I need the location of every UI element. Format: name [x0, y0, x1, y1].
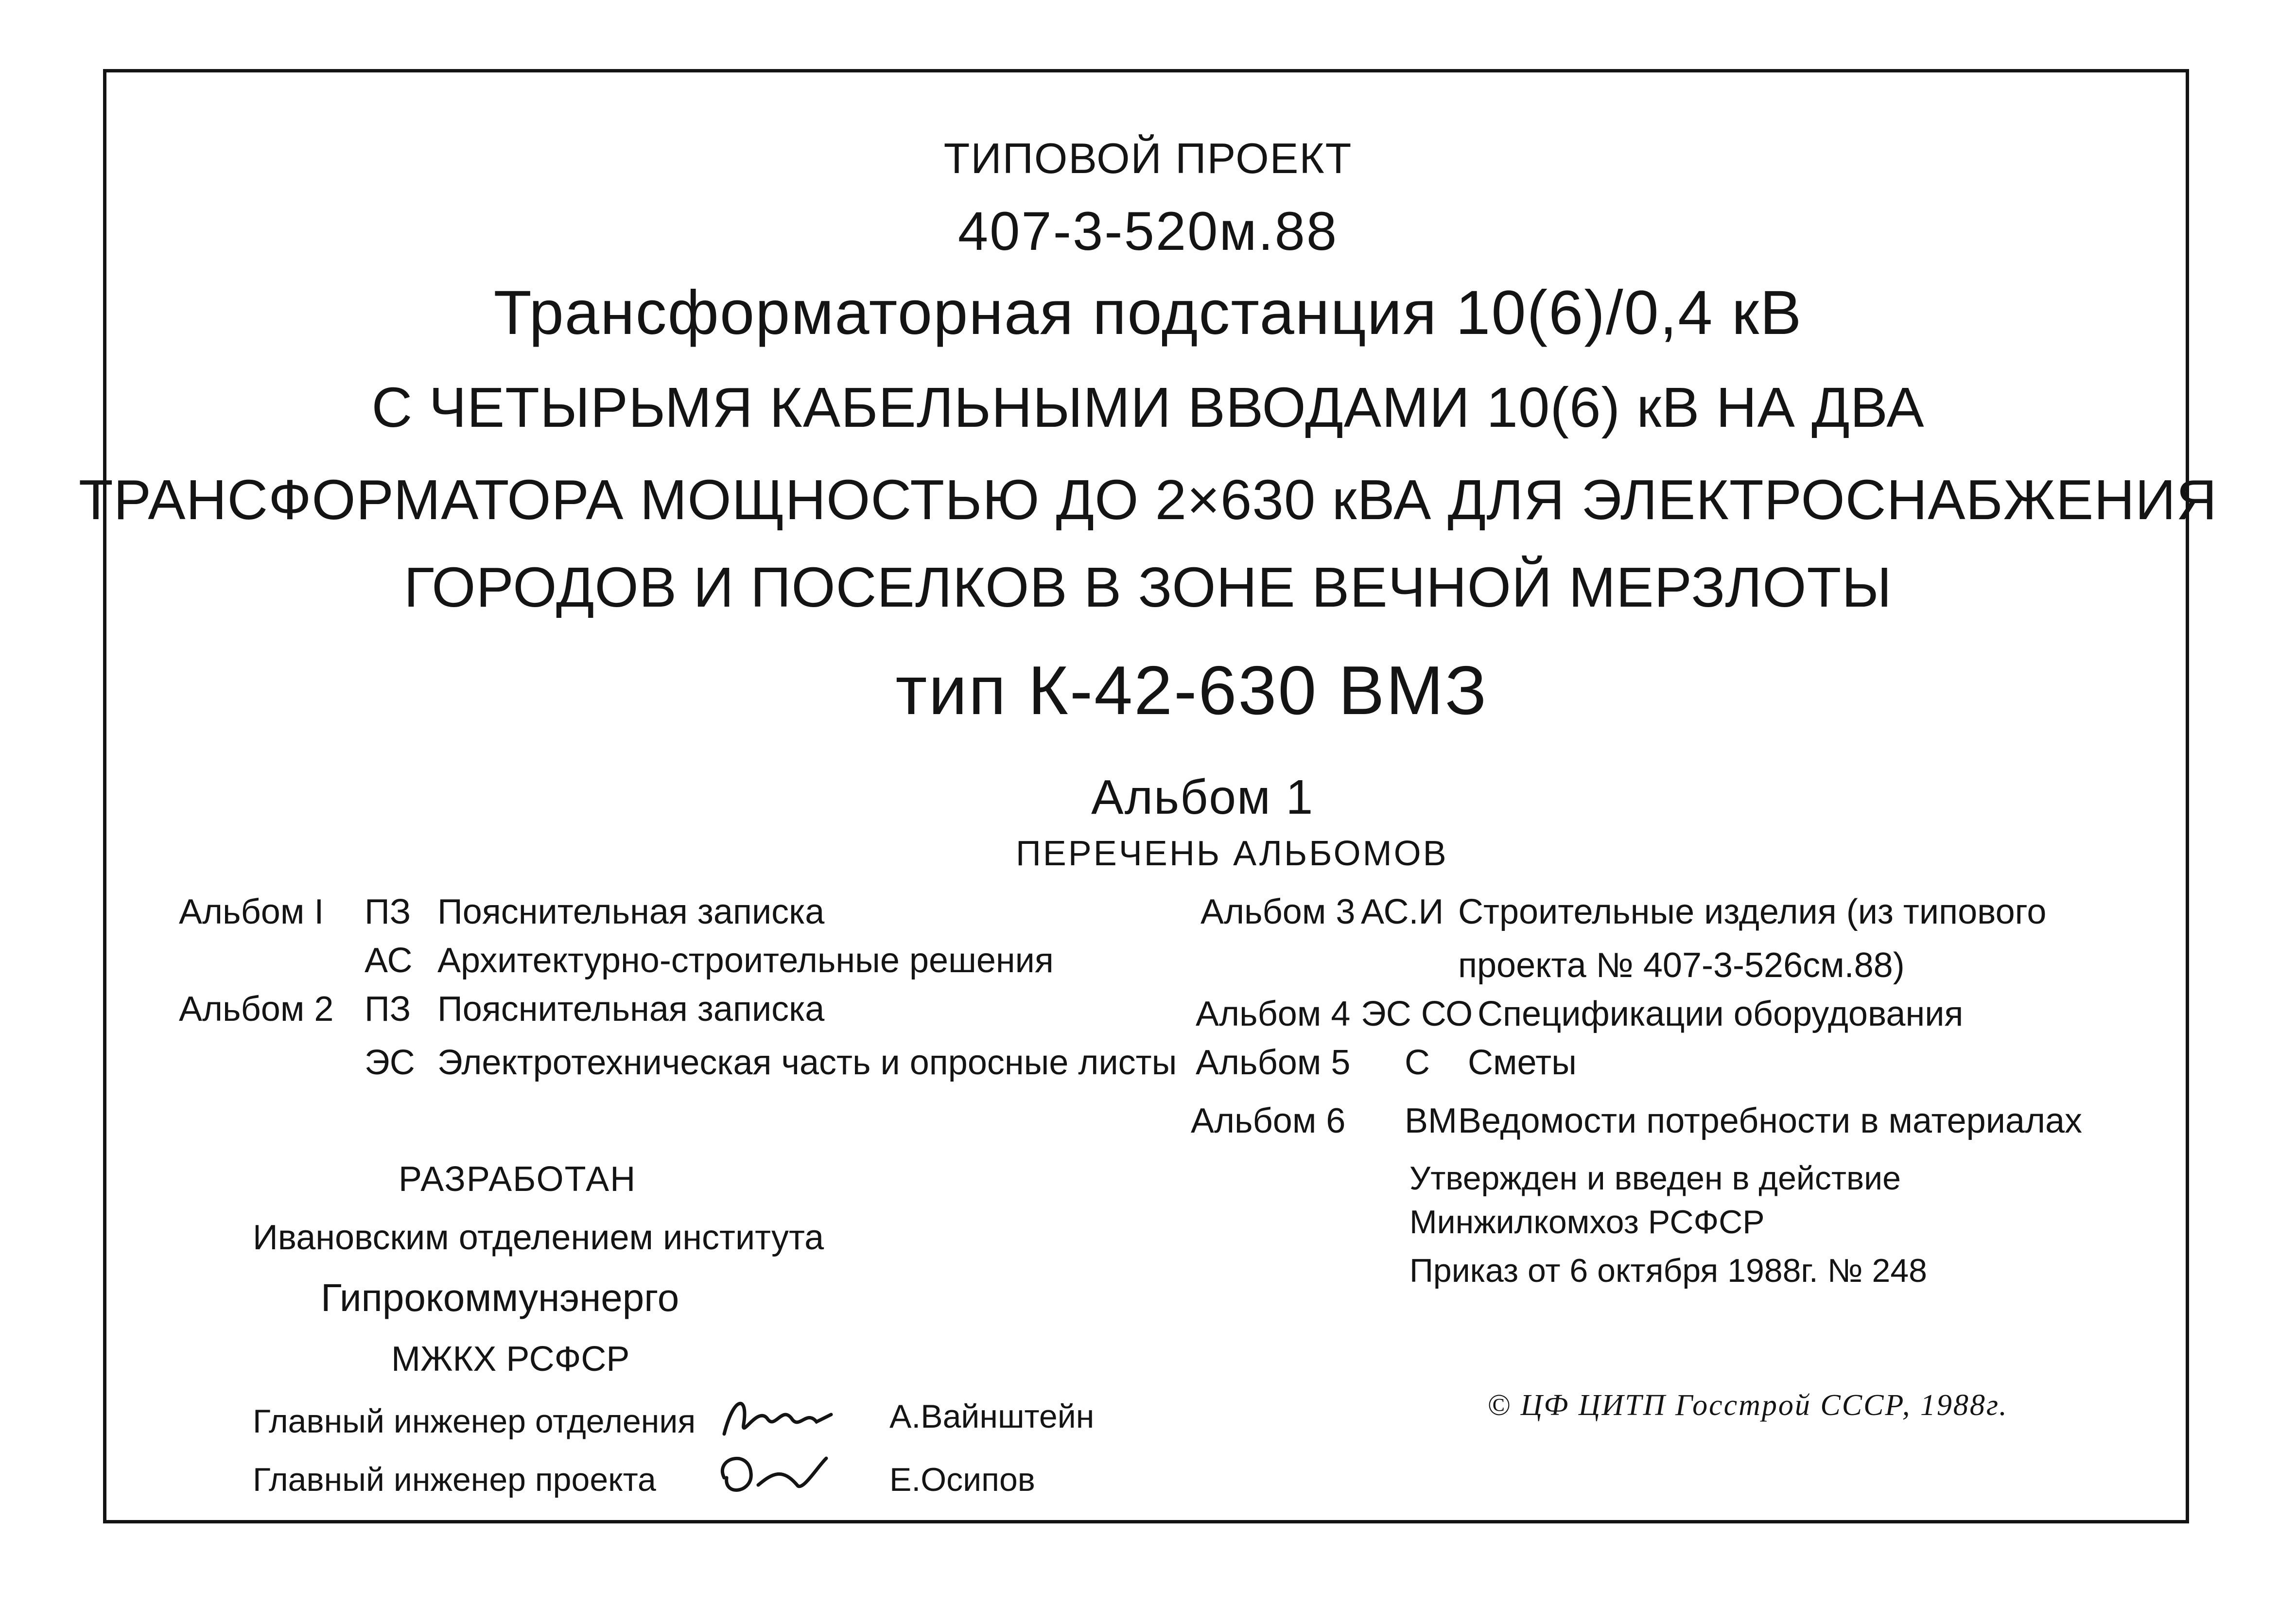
title-line-1: Трансформаторная подстанция 10(6)/0,4 кВ	[493, 278, 1803, 348]
album-list-heading: ПЕРЕЧЕНЬ АЛЬБОМОВ	[1016, 834, 1448, 873]
project-type-label: ТИПОВОЙ ПРОЕКТ	[943, 134, 1353, 182]
signature-role-1: Главный инженер отделения	[253, 1403, 696, 1440]
type-code: тип К-42-630 ВМЗ	[895, 652, 1488, 729]
album-right-3-name: Альбом 5	[1196, 1043, 1351, 1082]
album-right-0-desc: Строительные изделия (из типового	[1458, 892, 2047, 931]
album-left-1-desc: Архитектурно-строительные решения	[437, 941, 1054, 980]
approval-line-1: Утвержден и введен в действие	[1409, 1160, 1901, 1197]
title-line-2: С ЧЕТЫРЬМЯ КАБЕЛЬНЫМИ ВВОДАМИ 10(6) кВ НА ДВА	[371, 376, 1925, 439]
album-right-4-name: Альбом 6	[1191, 1101, 1346, 1140]
album-right-2-desc: Спецификации оборудования	[1478, 995, 1964, 1033]
album-left-0-code: ПЗ	[365, 892, 411, 931]
title-line-4: ГОРОДОВ И ПОСЕЛКОВ В ЗОНЕ ВЕЧНОЙ МЕРЗЛОТЫ	[403, 556, 1893, 619]
title-line-3: ТРАНСФОРМАТОРА МОЩНОСТЬЮ ДО 2×630 кВА ДЛЯ ЭЛЕКТРОСНАБЖЕНИЯ	[78, 468, 2218, 531]
developer-line-2: Гипрокоммунэнерго	[321, 1276, 679, 1319]
album-left-2-name: Альбом 2	[179, 990, 334, 1029]
album-right-4-desc: Ведомости потребности в материалах	[1458, 1101, 2083, 1140]
album-left-3-code: ЭС	[365, 1043, 415, 1082]
copyright-stamp: © ЦФ ЦИТП Госстрой СССР, 1988г.	[1487, 1389, 2008, 1422]
approval-line-2: Минжилкомхоз РСФСР	[1409, 1204, 1765, 1241]
album-left-0-name: Альбом I	[179, 892, 324, 931]
album-right-3-desc: Сметы	[1468, 1043, 1577, 1082]
signature-mark-2	[705, 1439, 841, 1507]
album-right-0-name: Альбом 3	[1200, 892, 1356, 931]
album-right-4-code: ВМ	[1405, 1101, 1457, 1140]
album-left-0-desc: Пояснительная записка	[437, 892, 825, 931]
album-right-2-name: Альбом 4	[1196, 995, 1351, 1033]
signature-role-2: Главный инженер проекта	[253, 1461, 656, 1498]
album-left-1-code: АС	[365, 941, 413, 980]
developer-line-3: МЖКХ РСФСР	[391, 1340, 630, 1379]
approval-line-3: Приказ от 6 октября 1988г. № 248	[1409, 1252, 1927, 1289]
album-left-2-code: ПЗ	[365, 990, 411, 1029]
album-left-3-desc: Электротехническая часть и опросные листы	[437, 1043, 1177, 1082]
developer-line-1: Ивановским отделением института	[253, 1218, 824, 1257]
album-left-2-desc: Пояснительная записка	[437, 990, 825, 1029]
album-right-2-code: ЭС СО	[1361, 995, 1473, 1033]
current-album: Альбом 1	[1091, 770, 1314, 824]
album-right-1-desc: проекта № 407-3-526см.88)	[1458, 946, 1905, 985]
signature-name-2: Е.Осипов	[889, 1461, 1035, 1498]
project-number: 407-3-520м.88	[957, 201, 1339, 262]
album-right-3-code: С	[1405, 1043, 1430, 1082]
developer-label: РАЗРАБОТАН	[399, 1160, 637, 1199]
signature-name-1: А.Вайнштейн	[889, 1398, 1095, 1435]
album-right-0-code: АС.И	[1361, 892, 1444, 931]
